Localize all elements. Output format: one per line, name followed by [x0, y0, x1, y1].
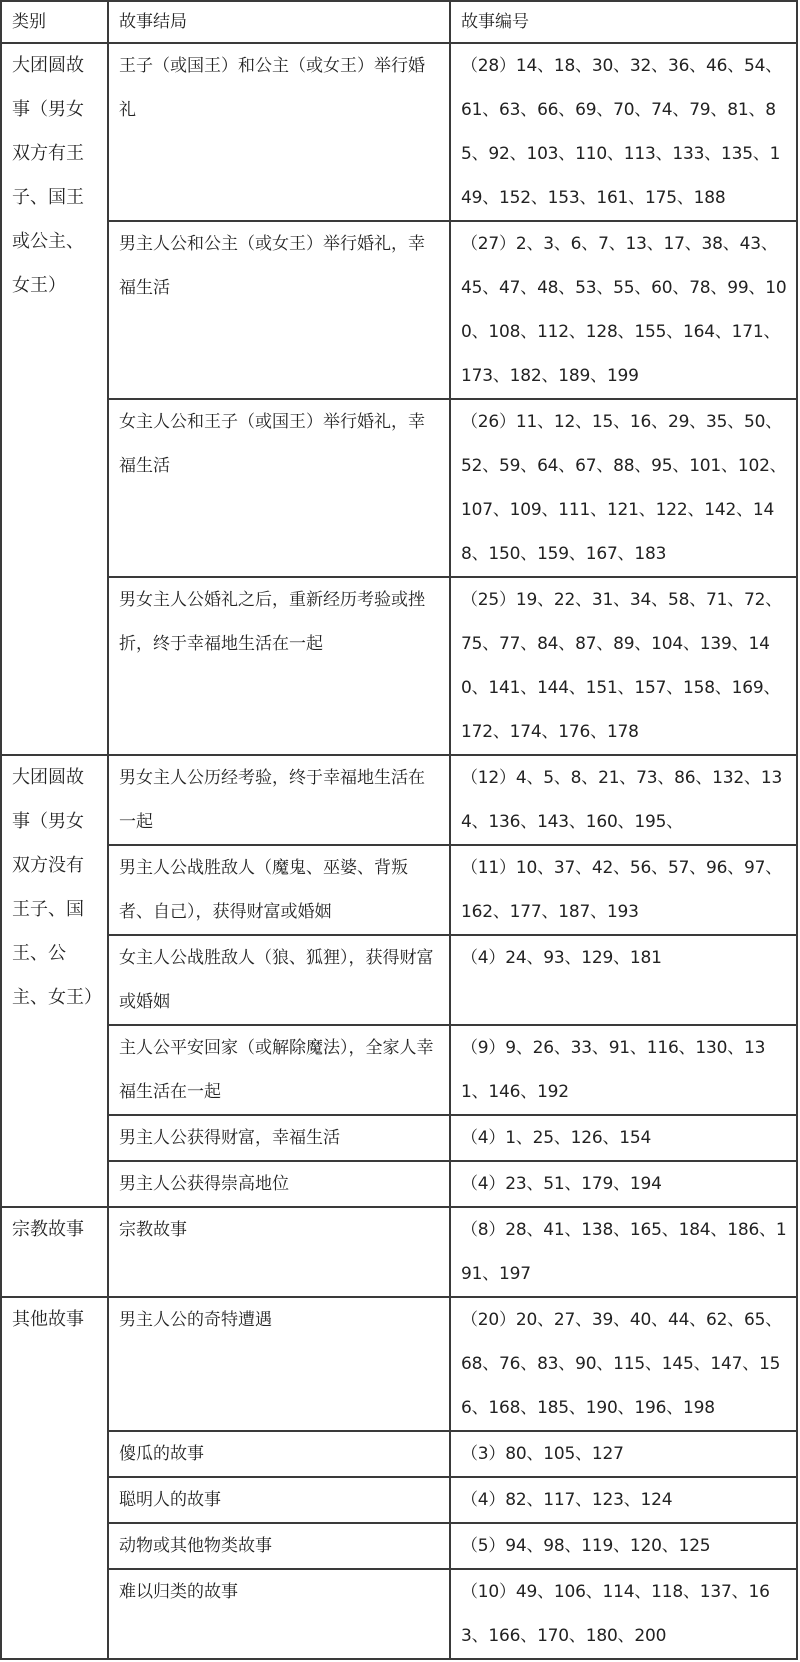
category-cell: 大团圆故事（男女双方有王子、国王或公主、女王）: [1, 43, 108, 755]
table-row: [1, 1207, 797, 1297]
ending-cell: 动物或其他物类故事: [108, 1523, 450, 1569]
ending-cell: 男主人公获得崇高地位: [108, 1161, 450, 1207]
story-ids-cell: （4）23、51、179、194: [450, 1161, 797, 1207]
table-row: [1, 845, 797, 935]
ending-cell: 男女主人公历经考验，终于幸福地生活在一起: [108, 755, 450, 845]
table-row: [1, 577, 797, 755]
header-ending: 故事结局: [108, 1, 450, 43]
ending-cell: 难以归类的故事: [108, 1569, 450, 1659]
ending-cell: 男主人公战胜敌人（魔鬼、巫婆、背叛者、自己），获得财富或婚姻: [108, 845, 450, 935]
table-row: [1, 1025, 797, 1115]
ending-cell: 宗教故事: [108, 1207, 450, 1297]
story-ids-cell: （4）82、117、123、124: [450, 1477, 797, 1523]
table-row: [1, 755, 797, 845]
header-ids: 故事编号: [450, 1, 797, 43]
story-ids-cell: （10）49、106、114、118、137、163、166、170、180、200: [450, 1569, 797, 1659]
story-ids-cell: （28）14、18、30、32、36、46、54、61、63、66、69、70、74、79、81、85、92、103、110、113、133、135、149、152、153、161、175、188: [450, 43, 797, 221]
ending-cell: 聪明人的故事: [108, 1477, 450, 1523]
story-ids-cell: （8）28、41、138、165、184、186、191、197: [450, 1207, 797, 1297]
table-row: [1, 1431, 797, 1477]
table-body: [1, 43, 797, 1659]
category-cell: 其他故事: [1, 1297, 108, 1659]
story-ids-cell: （26）11、12、15、16、29、35、50、52、59、64、67、88、95、101、102、107、109、111、121、122、142、148、150、159、167、183: [450, 399, 797, 577]
ending-cell: 男主人公和公主（或女王）举行婚礼，幸福生活: [108, 221, 450, 399]
category-cell: 宗教故事: [1, 1207, 108, 1297]
ending-cell: 主人公平安回家（或解除魔法），全家人幸福生活在一起: [108, 1025, 450, 1115]
story-ids-cell: （4）24、93、129、181: [450, 935, 797, 1025]
ending-cell: 女主人公战胜敌人（狼、狐狸），获得财富或婚姻: [108, 935, 450, 1025]
story-ids-cell: （3）80、105、127: [450, 1431, 797, 1477]
table-row: [1, 1477, 797, 1523]
ending-cell: 王子（或国王）和公主（或女王）举行婚礼: [108, 43, 450, 221]
table-row: [1, 221, 797, 399]
table-row: [1, 1115, 797, 1161]
story-ids-cell: （4）1、25、126、154: [450, 1115, 797, 1161]
ending-cell: 女主人公和王子（或国王）举行婚礼，幸福生活: [108, 399, 450, 577]
story-ids-cell: （27）2、3、6、7、13、17、38、43、45、47、48、53、55、60、78、99、100、108、112、128、155、164、171、173、182、189、199: [450, 221, 797, 399]
ending-cell: 男女主人公婚礼之后，重新经历考验或挫折，终于幸福地生活在一起: [108, 577, 450, 755]
ending-cell: 傻瓜的故事: [108, 1431, 450, 1477]
table-row: [1, 1523, 797, 1569]
story-ids-cell: （11）10、37、42、56、57、96、97、162、177、187、193: [450, 845, 797, 935]
category-cell: 大团圆故事（男女双方没有王子、国王、公主、女王）: [1, 755, 108, 1207]
table-row: [1, 1297, 797, 1431]
table-row: [1, 935, 797, 1025]
ending-cell: 男主人公的奇特遭遇: [108, 1297, 450, 1431]
story-ids-cell: （12）4、5、8、21、73、86、132、134、136、143、160、195、: [450, 755, 797, 845]
ending-cell: 男主人公获得财富，幸福生活: [108, 1115, 450, 1161]
story-ids-cell: （9）9、26、33、91、116、130、131、146、192: [450, 1025, 797, 1115]
story-ids-cell: （5）94、98、119、120、125: [450, 1523, 797, 1569]
story-ids-cell: （20）20、27、39、40、44、62、65、68、76、83、90、115、145、147、156、168、185、190、196、198: [450, 1297, 797, 1431]
table-row: [1, 1569, 797, 1659]
table-row: [1, 399, 797, 577]
header-category: 类别: [1, 1, 108, 43]
table-row: [1, 43, 797, 221]
table-row: [1, 1161, 797, 1207]
story-ids-cell: （25）19、22、31、34、58、71、72、75、77、84、87、89、104、139、140、141、144、151、157、158、169、172、174、176、178: [450, 577, 797, 755]
header-row: [1, 1, 797, 43]
